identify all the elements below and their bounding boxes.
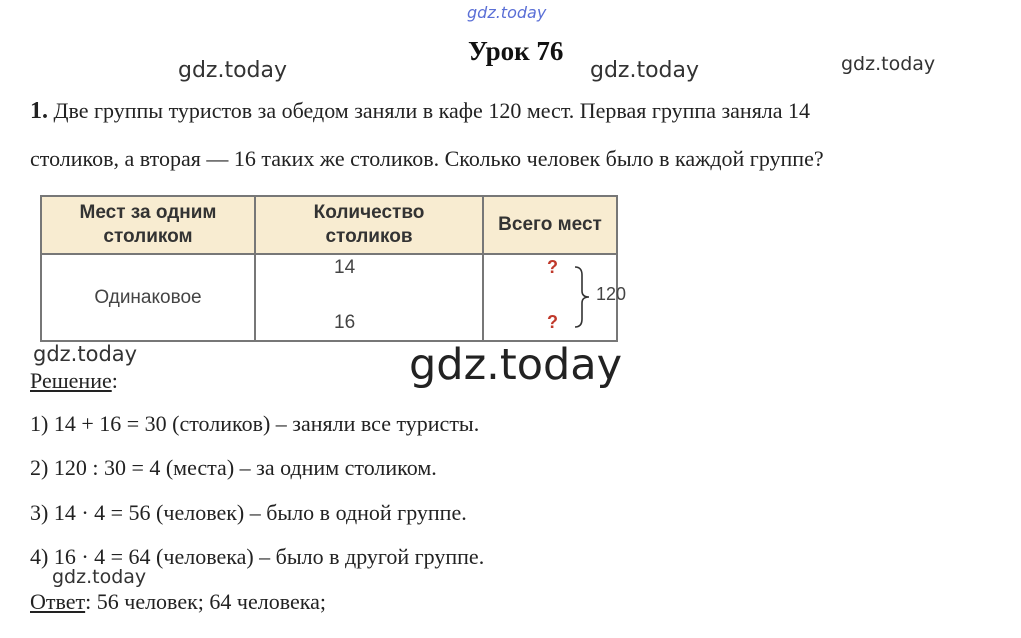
watermark-right-top: gdz.today (841, 53, 936, 75)
task-text-1: Две группы туристов за обедом заняли в кафе 120 мест. Первая группа заняла 14 (53, 98, 811, 123)
task-line-1 (30, 98, 810, 125)
header-total-seats: Всего мест (483, 196, 617, 254)
task-line-2: столиков, а вторая — 16 таких же столиков. Сколько человек было в каждой группе? (30, 146, 824, 171)
tables-group-1: 14 (334, 257, 356, 278)
solution-label: Решение (30, 368, 112, 393)
table-header-row (41, 196, 617, 254)
header-seats-per-table: Мест за одним столиком (41, 196, 255, 254)
cell-table-counts (255, 254, 483, 341)
watermark-top: gdz.today (467, 3, 547, 22)
task-number: 1. (30, 98, 48, 124)
header-table-count: Количество столиков (255, 196, 483, 254)
answer-text: : 56 человек; 64 человека; (85, 589, 326, 614)
cell-seats-per-table (41, 254, 255, 341)
page-title: Урок 76 (468, 36, 564, 66)
table-row (41, 254, 617, 341)
solution-step-2: 2) 120 : 30 = 4 (места) – за одним столиком. (30, 455, 437, 480)
watermark-big-center: gdz.today (409, 340, 623, 390)
data-table (40, 195, 627, 342)
cell-total (483, 254, 627, 341)
seats-per-table-value: Одинаковое (94, 286, 202, 308)
solution-label-colon: : (111, 368, 118, 393)
answer-line (30, 589, 326, 615)
watermark-left-table: gdz.today (33, 342, 138, 366)
curly-brace-icon (572, 265, 594, 329)
solution-step-4: 4) 16 · 4 = 64 (человека) – было в другой группе. (30, 544, 485, 569)
answer-label: Ответ (30, 589, 86, 614)
unknown-group-2: ? (547, 312, 558, 332)
solution-step-3: 3) 14 · 4 = 56 (человек) – было в одной группе. (30, 500, 467, 525)
solution-heading (30, 368, 118, 394)
total-value: 120 (596, 284, 627, 304)
unknown-group-1: ? (547, 257, 558, 277)
watermark-left-top: gdz.today (178, 58, 288, 83)
watermark-center-top: gdz.today (590, 58, 700, 83)
solution-step-1: 1) 14 + 16 = 30 (столиков) – заняли все туристы. (30, 411, 480, 436)
tables-group-2: 16 (334, 312, 356, 333)
watermark-bottom-left: gdz.today (52, 566, 147, 588)
